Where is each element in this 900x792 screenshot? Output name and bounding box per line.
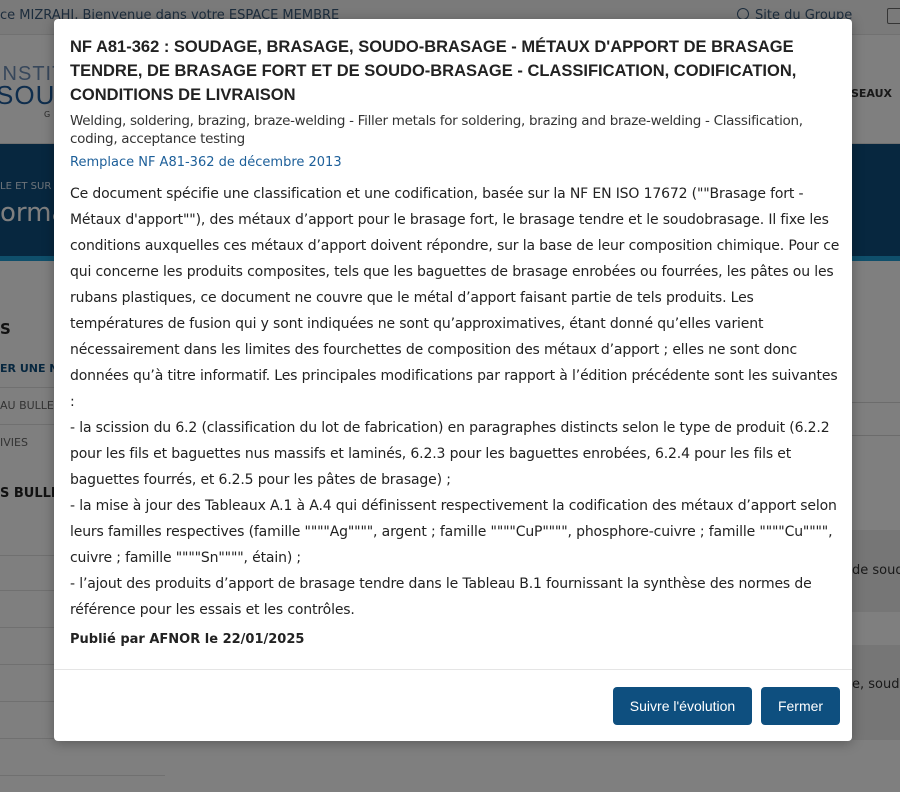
description-paragraph: Ce document spécifie une classification et une codification, basée sur la NF EN ISO 17672 (""Brasage fort - Métaux d'apport""), des métaux d’apport pour le brasage fort, le brasage tendre et le soudobrasage. Il fixe les conditions auxquelles ces métaux d’apport doivent répondre, sur la base de leur composition chimique. Pour ce qui concerne les produits composites, tels que les baguettes de brasage enrobées ou fourrées, les pâtes ou les rubans plastiques, ce document ne couvre que le métal d’apport faisant partie de tels produits. Les températures de fusion qui y sont indiquées ne sont qu’approximatives, étant donné qu’elles varient nécessairement dans les limites des fourchettes de composition des métaux d’apport ; elles ne sont donc données qu’à titre informatif. Les principales modifications par rapport à l’édition précédente sont les suivantes :: [70, 186, 840, 410]
replaces-notice: Remplace NF A81-362 de décembre 2013: [70, 155, 342, 170]
close-button[interactable]: Fermer: [761, 687, 840, 725]
description-paragraph: - la mise à jour des Tableaux A.1 à A.4 qui définissent respectivement la codification des métaux d’apport selon leurs familles respectives (famille """"Ag"""", argent ; famille """"CuP"""", phosphore-cuivre ; famille """"Cu"""", cuivre ; famille """"Sn"""", étain) ;: [70, 498, 837, 566]
standard-detail-modal: [54, 19, 852, 741]
description-paragraph: - l’ajout des produits d’apport de brasage tendre dans le Tableau B.1 fournissant la synthèse des normes de référence pour les essais et les contrôles.: [70, 576, 812, 618]
modal-title: NF A81-362 : SOUDAGE, BRASAGE, SOUDO-BRASAGE - MÉTAUX D'APPORT DE BRASAGE TENDRE, DE BRASAGE FORT ET DE SOUDO-BRASAGE - CLASSIFICATION, CODIFICATION, CONDITIONS DE LIVRAISON: [70, 38, 797, 104]
follow-evolution-button[interactable]: Suivre l'évolution: [613, 687, 752, 725]
modal-description: [70, 181, 845, 623]
publication-info: Publié par AFNOR le 22/01/2025: [70, 632, 305, 647]
modal-footer-divider: [54, 669, 852, 670]
modal-subtitle: Welding, soldering, brazing, braze-welding - Filler metals for soldering, brazing and braze-welding - Classification, coding, acceptance testing: [70, 113, 803, 147]
description-paragraph: - la scission du 6.2 (classification du lot de fabrication) en paragraphes distincts selon le type de produit (6.2.2 pour les fils et baguettes nus massifs et laminés, 6.2.3 pour les baguettes enrobées, 6.2.4 pour les fils et baguettes fourrés, et 6.2.5 pour les pâtes de brasage) ;: [70, 420, 830, 488]
